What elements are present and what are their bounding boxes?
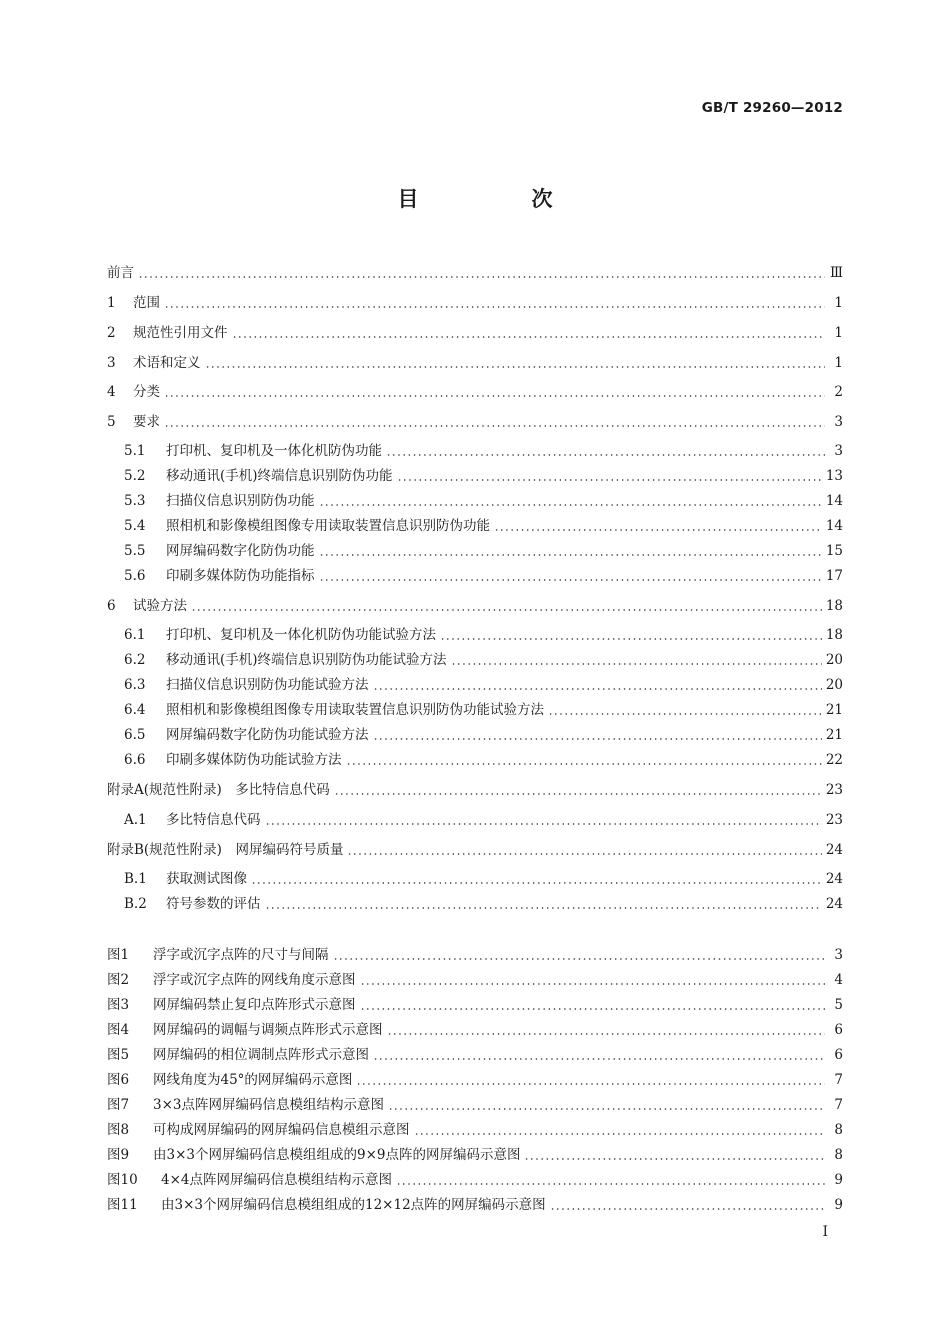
toc-entry-number: 图4 [107, 1022, 130, 1038]
toc-entry-text: 分类 [133, 384, 160, 400]
dot-leader [387, 1033, 826, 1035]
dot-leader [265, 823, 822, 825]
toc-entry-text: 试验方法 [133, 598, 187, 614]
toc-entry-label [124, 566, 315, 586]
toc-entry-number: 图10 [107, 1172, 138, 1188]
toc-entry-text: 附录B(规范性附录) 网屏编码符号质量 [107, 842, 344, 858]
page-number: I [822, 1224, 828, 1240]
toc-entry-page: 1 [834, 355, 843, 371]
toc-entry-text: 由3×3个网屏编码信息模组组成的9×9点阵的网屏编码示意图 [153, 1147, 521, 1163]
toc-entry-text: 前言 [107, 265, 134, 281]
toc-entry-number: 6.5 [124, 727, 146, 743]
toc-entry-page: 9 [834, 1172, 843, 1188]
toc-entry-label [107, 1045, 369, 1065]
toc-entry-label [107, 1145, 520, 1165]
figure-list-entry[interactable] [107, 1170, 843, 1190]
toc-entry-number: 5 [107, 414, 116, 430]
toc-entry-page: 5 [834, 997, 843, 1013]
toc-entry-label [124, 625, 436, 645]
toc-entry[interactable] [107, 541, 843, 561]
toc-entry-number: 5.5 [124, 543, 146, 559]
dot-leader [548, 713, 822, 715]
figure-list-entry[interactable] [107, 1195, 843, 1215]
toc-entry[interactable] [107, 810, 843, 830]
toc-entry-text: 范围 [133, 295, 160, 311]
dot-leader [319, 554, 822, 556]
toc-entry-text: 印刷多媒体防伪功能指标 [166, 568, 315, 584]
toc-entry-label [107, 1070, 352, 1090]
toc-entry-label [107, 412, 160, 432]
toc-entry-text: 网屏编码禁止复印点阵形式示意图 [153, 997, 356, 1013]
toc-entry-label [107, 840, 343, 860]
toc-entry-number: 图2 [107, 972, 130, 988]
toc-entry-page: 21 [825, 702, 843, 718]
toc-entry[interactable] [107, 869, 843, 889]
toc-entry-page: 1 [834, 295, 843, 311]
toc-entry-page: Ⅲ [829, 265, 843, 281]
toc-entry-number: 5.2 [124, 468, 146, 484]
toc-entry-number: 4 [107, 384, 116, 400]
toc-entry-text: 网屏编码的调幅与调频点阵形式示意图 [153, 1022, 383, 1038]
dot-leader [550, 1208, 825, 1210]
dot-leader [164, 306, 825, 308]
toc-entry-label [124, 650, 447, 670]
dot-leader [334, 793, 822, 795]
toc-entry-text: 照相机和影像模组图像专用读取装置信息识别防伪功能 [166, 518, 490, 534]
toc-entry-label [107, 945, 329, 965]
dot-leader [440, 638, 822, 640]
dot-leader [164, 425, 825, 427]
toc-entry[interactable] [107, 700, 843, 720]
dot-leader [346, 763, 822, 765]
toc-entry-number: 6.1 [124, 627, 146, 643]
toc-entry-page: 18 [825, 627, 843, 643]
dot-leader [360, 983, 826, 985]
toc-entry[interactable] [107, 566, 843, 586]
toc-entry-label [124, 750, 342, 770]
toc-entry-page: 8 [834, 1122, 843, 1138]
dot-leader [319, 504, 822, 506]
toc-entry-label [124, 810, 261, 830]
toc-entry[interactable] [107, 725, 843, 745]
toc-entry-text: 多比特信息代码 [166, 812, 261, 828]
toc-entry-page: 4 [834, 972, 843, 988]
toc-entry-number: A.1 [124, 812, 147, 828]
toc-entry-label [124, 894, 261, 914]
dot-leader [373, 738, 822, 740]
toc-entry-label [124, 700, 544, 720]
figure-list-entry[interactable] [107, 995, 843, 1015]
dot-leader [333, 958, 826, 960]
toc-entry-label [107, 596, 187, 616]
toc-entry-page: 23 [825, 782, 843, 798]
toc-entry-text: 由3×3个网屏编码信息模组组成的12×12点阵的网屏编码示意图 [161, 1197, 546, 1213]
toc-entry[interactable] [107, 441, 843, 461]
toc-entry-label [107, 970, 356, 990]
toc-entry-label [107, 1095, 384, 1115]
toc-entry-text: 4×4点阵网屏编码信息模组结构示意图 [161, 1172, 392, 1188]
toc-entry-number: 图8 [107, 1122, 130, 1138]
dot-leader [232, 336, 826, 338]
toc-entry-label [107, 353, 201, 373]
toc-entry-number: 6.4 [124, 702, 146, 718]
toc-entry-number: 图7 [107, 1097, 130, 1113]
toc-entry[interactable] [107, 650, 843, 670]
dot-leader [373, 1058, 825, 1060]
figure-list-entry[interactable] [107, 1070, 843, 1090]
toc-entry-number: B.2 [124, 896, 147, 912]
toc-entry-number: 3 [107, 355, 116, 371]
toc-entry-text: 浮字或沉字点阵的网线角度示意图 [153, 972, 356, 988]
toc-entry-text: 扫描仪信息识别防伪功能 [166, 493, 315, 509]
toc-entry[interactable] [107, 625, 843, 645]
dot-leader [386, 454, 825, 456]
toc-entry[interactable] [107, 596, 843, 616]
toc-entry-label [124, 869, 247, 889]
dot-leader [138, 276, 825, 278]
figure-list-entry[interactable] [107, 1145, 843, 1165]
toc-entry[interactable] [107, 382, 843, 402]
toc-entry[interactable] [107, 750, 843, 770]
toc-entry-label [124, 675, 369, 695]
toc-entry-text: 照相机和影像模组图像专用读取装置信息识别防伪功能试验方法 [166, 702, 544, 718]
toc-entry-number: 5.4 [124, 518, 146, 534]
toc-entry-page: 24 [825, 842, 843, 858]
dot-leader [360, 1008, 826, 1010]
dot-leader [205, 366, 826, 368]
dot-leader [397, 479, 822, 481]
toc-entry-text: 符号参数的评估 [166, 896, 261, 912]
dot-leader [451, 663, 822, 665]
toc-entry-text: 移动通讯(手机)终端信息识别防伪功能 [166, 468, 393, 484]
toc-entry-page: 20 [825, 677, 843, 693]
toc-entry[interactable] [107, 780, 843, 800]
dot-leader [524, 1158, 825, 1160]
toc-entry-number: 5.6 [124, 568, 146, 584]
dot-leader [356, 1083, 825, 1085]
toc-entry-page: 17 [825, 568, 843, 584]
figure-list-entry[interactable] [107, 970, 843, 990]
toc-entry-label [107, 382, 160, 402]
toc-entry-label [124, 491, 315, 511]
toc-entry-label [107, 780, 330, 800]
toc-entry-number: 6.6 [124, 752, 146, 768]
toc-entry-label [124, 541, 315, 561]
toc-entry-number: 1 [107, 295, 116, 311]
toc-entry-number: 6 [107, 598, 116, 614]
toc-entry-number: 6.2 [124, 652, 146, 668]
toc-entry[interactable] [107, 293, 843, 313]
dot-leader [319, 579, 822, 581]
toc-entry-label [124, 441, 382, 461]
toc-entry-label [124, 516, 490, 536]
toc-entry-number: 图5 [107, 1047, 130, 1063]
toc-entry-page: 9 [834, 1197, 843, 1213]
toc-entry[interactable] [107, 894, 843, 914]
toc-entry-number: 2 [107, 325, 116, 341]
toc-entry-number: 5.1 [124, 443, 146, 459]
toc-entry-number: 5.3 [124, 493, 146, 509]
dot-leader [414, 1133, 826, 1135]
toc-entry-label [107, 995, 356, 1015]
page-title: 目 次 [397, 187, 599, 211]
toc-entry-page: 7 [834, 1097, 843, 1113]
toc-entry[interactable] [107, 840, 843, 860]
toc-entry-page: 14 [825, 518, 843, 534]
toc-entry-text: 印刷多媒体防伪功能试验方法 [166, 752, 342, 768]
toc-entry-text: 3×3点阵网屏编码信息模组结构示意图 [153, 1097, 384, 1113]
toc-entry-label [107, 1020, 383, 1040]
toc-entry-page: 13 [825, 468, 843, 484]
toc-entry-text: 规范性引用文件 [133, 325, 228, 341]
figure-list-entry[interactable] [107, 1095, 843, 1115]
toc-entry-text: 获取测试图像 [166, 871, 247, 887]
dot-leader [265, 907, 822, 909]
toc-entry-text: 打印机、复印机及一体化机防伪功能试验方法 [166, 627, 436, 643]
toc-entry-page: 21 [825, 727, 843, 743]
toc-entry-number: 图11 [107, 1197, 138, 1213]
toc-entry-page: 3 [834, 414, 843, 430]
toc-entry-page: 3 [834, 443, 843, 459]
toc-entry-number: 6.3 [124, 677, 146, 693]
toc-entry[interactable] [107, 516, 843, 536]
toc-entry[interactable] [107, 491, 843, 511]
dot-leader [251, 882, 822, 884]
toc-entry-label [107, 323, 228, 343]
dot-leader [373, 688, 822, 690]
toc-entry-number: 图3 [107, 997, 130, 1013]
toc-entry-text: 浮字或沉字点阵的尺寸与间隔 [153, 947, 329, 963]
dot-leader [388, 1108, 825, 1110]
toc-entry-text: 要求 [133, 414, 160, 430]
toc-entry-label [107, 1120, 410, 1140]
figure-list-entry[interactable] [107, 1020, 843, 1040]
toc-entry-page: 23 [825, 812, 843, 828]
toc-entry-label [124, 466, 393, 486]
toc-entry-text: 网屏编码数字化防伪功能试验方法 [166, 727, 369, 743]
toc-entry-page: 20 [825, 652, 843, 668]
toc-entry-page: 6 [834, 1022, 843, 1038]
toc-entry-text: 网屏编码数字化防伪功能 [166, 543, 315, 559]
toc-entry-text: 移动通讯(手机)终端信息识别防伪功能试验方法 [166, 652, 447, 668]
toc-entry-page: 7 [834, 1072, 843, 1088]
toc-entry-text: 网屏编码的相位调制点阵形式示意图 [153, 1047, 369, 1063]
toc-entry-page: 22 [825, 752, 843, 768]
toc-entry-page: 6 [834, 1047, 843, 1063]
toc-entry-page: 2 [834, 384, 843, 400]
toc-entry-page: 24 [825, 896, 843, 912]
dot-leader [494, 529, 822, 531]
toc-entry-label [107, 293, 160, 313]
dot-leader [191, 609, 822, 611]
toc-entry-number: 图1 [107, 947, 130, 963]
toc-entry-label [107, 1195, 546, 1215]
standard-code: GB/T 29260—2012 [701, 100, 843, 116]
toc-entry-text: 术语和定义 [133, 355, 201, 371]
toc-entry-label [107, 1170, 392, 1190]
toc-entry-page: 3 [834, 947, 843, 963]
toc-entry[interactable] [107, 263, 843, 283]
toc-entry-text: 网线角度为45°的网屏编码示意图 [153, 1072, 353, 1088]
dot-leader [396, 1183, 825, 1185]
toc-entry-label [124, 725, 369, 745]
figure-list-entry[interactable] [107, 1120, 843, 1140]
dot-leader [164, 395, 825, 397]
toc-entry[interactable] [107, 323, 843, 343]
toc-entry[interactable] [107, 466, 843, 486]
toc-entry-page: 1 [834, 325, 843, 341]
figure-list-entry[interactable] [107, 945, 843, 965]
toc-entry-page: 15 [825, 543, 843, 559]
toc-entry-page: 24 [825, 871, 843, 887]
toc-entry-text: 附录A(规范性附录) 多比特信息代码 [107, 782, 330, 798]
toc-entry-page: 8 [834, 1147, 843, 1163]
toc-entry-number: 图6 [107, 1072, 130, 1088]
toc-entry-page: 18 [825, 598, 843, 614]
toc-entry[interactable] [107, 353, 843, 373]
figure-list-entry[interactable] [107, 1045, 843, 1065]
toc-entry-number: B.1 [124, 871, 147, 887]
toc-entry-text: 扫描仪信息识别防伪功能试验方法 [166, 677, 369, 693]
toc-entry-text: 打印机、复印机及一体化机防伪功能 [166, 443, 382, 459]
toc-entry[interactable] [107, 675, 843, 695]
toc-entry-number: 图9 [107, 1147, 130, 1163]
toc-entry-page: 14 [825, 493, 843, 509]
toc-entry[interactable] [107, 412, 843, 432]
toc-entry-label [107, 263, 134, 283]
toc-entry-text: 可构成网屏编码的网屏编码信息模组示意图 [153, 1122, 410, 1138]
dot-leader [347, 853, 821, 855]
